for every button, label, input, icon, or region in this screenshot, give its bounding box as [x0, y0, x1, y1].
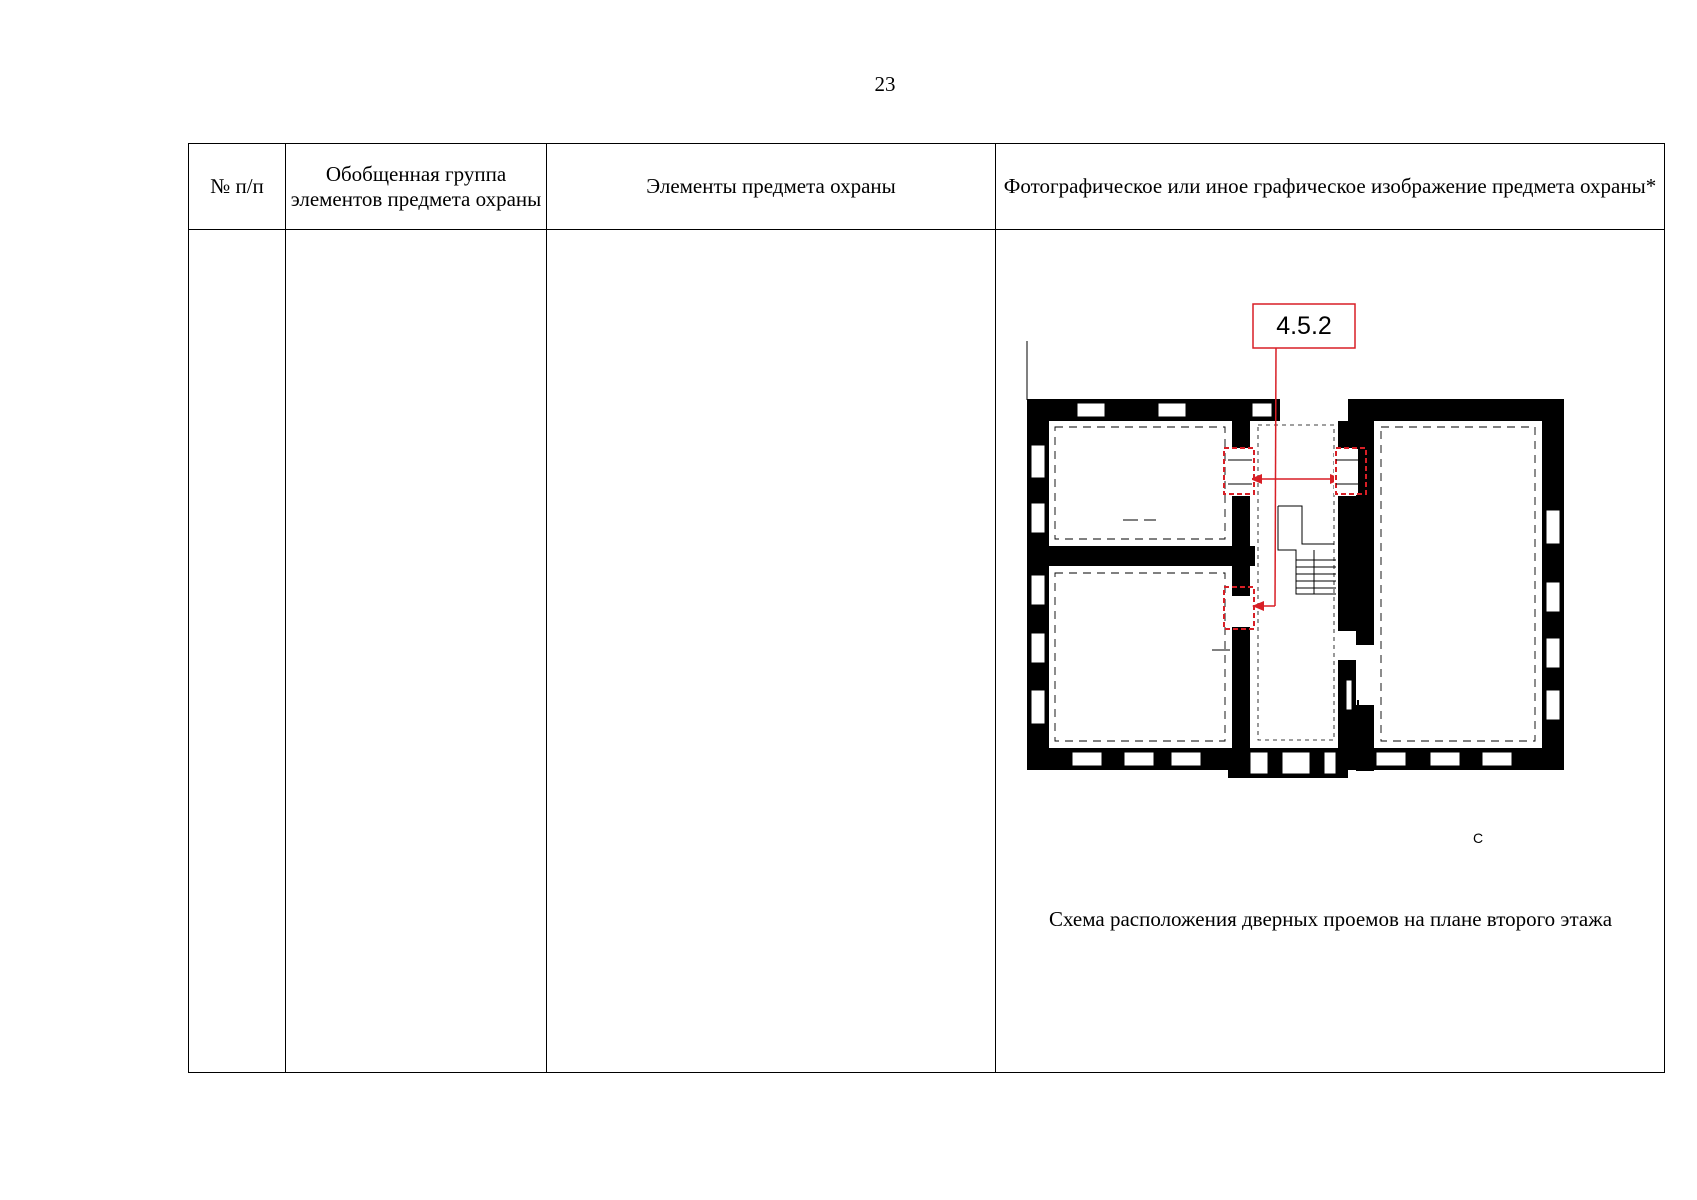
header-num: № п/п — [189, 144, 286, 230]
floor-plan-figure — [996, 230, 1665, 1073]
stair — [1278, 506, 1336, 594]
cell-elements — [547, 230, 996, 1073]
header-group: Обобщенная группа элементов предмета охраны — [286, 144, 547, 230]
cell-group — [286, 230, 547, 1073]
room-outlines — [1055, 427, 1535, 741]
table-header-row — [189, 144, 1665, 230]
page-number: 23 — [874, 72, 896, 96]
east-bottom-windows — [1376, 752, 1512, 766]
north-mark: С — [1473, 830, 1484, 846]
protection-subject-table — [188, 143, 1665, 1073]
east-block-walls — [1348, 399, 1564, 771]
west-bottom-windows — [1072, 752, 1201, 766]
cell-num — [189, 230, 286, 1073]
floor-plan-drawing — [996, 230, 1665, 1073]
cell-image — [996, 230, 1665, 1073]
table-row — [189, 230, 1665, 1073]
figure-caption: Схема расположения дверных проемов на плане второго этажа — [1048, 907, 1613, 931]
header-image: Фотографическое или иное графическое изображение предмета охраны* — [996, 144, 1665, 230]
callout-label: 4.5.2 — [1276, 312, 1332, 340]
header-elements: Элементы предмета охраны — [547, 144, 996, 230]
